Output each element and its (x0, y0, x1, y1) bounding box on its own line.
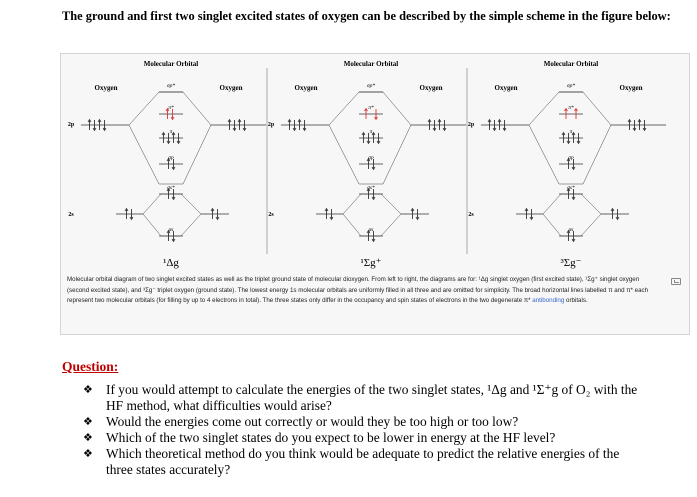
antibonding-link[interactable]: antibonding (532, 297, 565, 304)
question-text: If you would attempt to calculate the energies of the two singlet states, ¹Δg and ¹Σ⁺g of O₂ with the HF method, what difficulties would arise? (106, 382, 638, 413)
mo-orbital-label: σs* (567, 185, 575, 191)
mo-diagram-figure (60, 53, 690, 335)
caption-text: Molecular orbital diagram of two singlet excited states as well as the triplet ground state of molecular dioxygen. From left to right, the diagrams are for: ¹Δg singlet oxygen (first excited state), ¹Σg⁺ singlet oxygen (second excited state), and ³Σg⁻ triplet oxygen (ground state). The lowest energy 1s molecular orbitals are uniformly filled in all three and are omitted for simplicity. The broad horizontal lines labelled π and π* each represent two molecular orbitals (for filling by up to 4 electrons in total). The three states only differ in the occupancy and spin states of electrons in the two degenerate π* (67, 276, 649, 304)
mo-orbital-label: π* (568, 105, 574, 111)
atom-label-left: Oxygen (494, 84, 518, 92)
level-2p-label: 2p (67, 122, 75, 128)
level-2p-label: 2p (267, 122, 275, 128)
level-2s-label: 2s (268, 212, 274, 218)
intro-paragraph: The ground and first two singlet excited states of oxygen can be described by the simple scheme in the figure below: (62, 9, 671, 23)
atom-label-left: Oxygen (294, 84, 318, 92)
mo-orbital-label: π (369, 129, 373, 135)
state-label: ³Σg⁻ (560, 257, 582, 269)
diagram-title: Molecular Orbital (343, 60, 399, 68)
level-2s-label: 2s (468, 212, 474, 218)
caption-end: orbitals. (566, 297, 588, 304)
mo-orbital-label: π (169, 129, 173, 135)
question-text: Would the energies come out correctly or would they be too high or too low? (106, 414, 519, 429)
mo-orbital-label: σs (568, 227, 574, 233)
figure-caption (67, 275, 661, 307)
question-item (83, 430, 643, 446)
mo-orbital-label: σs* (167, 185, 175, 191)
level-2p-label: 2p (467, 122, 475, 128)
state-label: ¹Σg⁺ (360, 257, 382, 269)
diagram-title: Molecular Orbital (543, 60, 599, 68)
diamond-bullet-icon: ❖ (83, 447, 93, 460)
diamond-bullet-icon: ❖ (83, 431, 93, 444)
question-item (83, 382, 643, 414)
mo-orbital-label: σp* (566, 83, 576, 89)
question-list (83, 382, 643, 478)
mo-orbital-label: σp (368, 155, 374, 161)
mo-orbital-label: π (569, 129, 573, 135)
state-label: ¹Δg (163, 257, 179, 269)
diamond-bullet-icon: ❖ (83, 383, 93, 396)
question-item (83, 446, 643, 478)
mo-orbital-label: π* (368, 105, 374, 111)
mo-orbital-label: σs (168, 227, 174, 233)
mo-orbital-label: σs (368, 227, 374, 233)
mo-orbital-label: σp* (366, 83, 376, 89)
mo-orbital-label: π* (168, 105, 174, 111)
mo-orbital-label: σs* (367, 185, 375, 191)
expand-icon[interactable] (671, 278, 681, 285)
question-text: Which theoretical method do you think would be adequate to predict the relative energies of the three states accurately? (106, 446, 620, 477)
atom-label-right: Oxygen (619, 84, 643, 92)
diamond-bullet-icon: ❖ (83, 415, 93, 428)
question-heading: Question: (62, 359, 119, 374)
question-item (83, 414, 643, 430)
mo-orbital-label: σp (168, 155, 174, 161)
question-text: Which of the two singlet states do you expect to be lower in energy at the HF level? (106, 430, 556, 445)
atom-label-right: Oxygen (219, 84, 243, 92)
mo-orbital-label: σp* (166, 83, 176, 89)
atom-label-left: Oxygen (94, 84, 118, 92)
atom-label-right: Oxygen (419, 84, 443, 92)
mo-orbital-label: σp (568, 155, 574, 161)
level-2s-label: 2s (68, 212, 74, 218)
diagram-title: Molecular Orbital (143, 60, 199, 68)
